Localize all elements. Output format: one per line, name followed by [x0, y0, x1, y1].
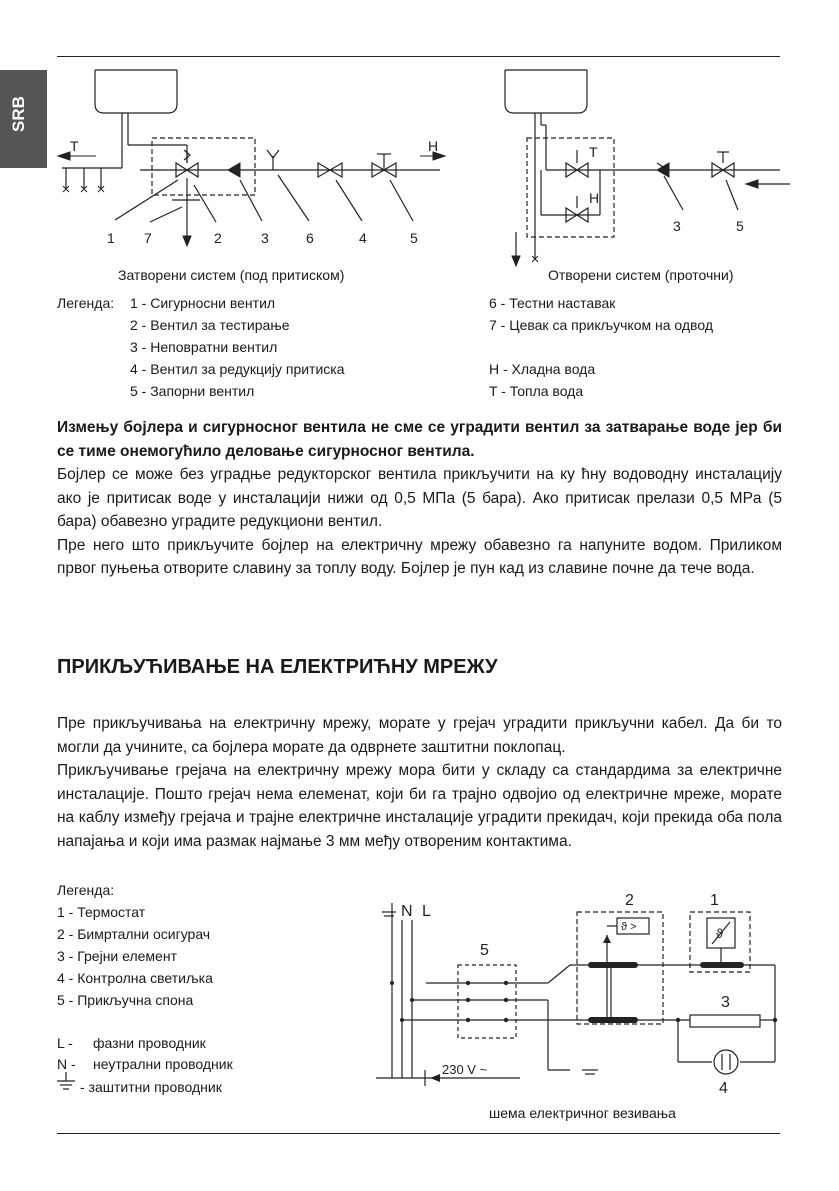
legend-top-item-4: 4 - Вентил за редукцију притиска: [130, 361, 345, 377]
voltage-label: 230 V ~: [442, 1062, 488, 1077]
open-system-caption: Отворени систем (проточни): [548, 267, 734, 283]
wiring-label-4: 4: [719, 1080, 728, 1097]
safety-warning: Измењу бојлера и сигурносног вентила не сме се уградити вентил за затварање воде јер би се тиме онемогућило деловање сигурносног вентила.: [57, 419, 782, 460]
label-6: 6: [306, 230, 314, 246]
label-7: 7: [144, 230, 152, 246]
thermostat-symbol: ϑ: [716, 926, 724, 941]
legend-top-item-1: 1 - Сигурносни вентил: [130, 295, 276, 311]
legend-top-item-7: 7 - Цевак са прикључком на одвод: [489, 317, 713, 333]
filling-paragraph: Пре него што прикључите бојлер на електричну мрежу обавезно га напуните водом. Приликом првог пуњења отворите славину за топлу воду. Бојлер је пун кад из славине почне да тече вода.: [57, 536, 782, 577]
conductor-l-symbol: L -: [57, 1035, 73, 1051]
section-heading: ПРИКЉУЋИВАЊЕ НА ЕЛЕКТРИЋНУ МРЕЖУ: [57, 656, 498, 678]
legend-bottom-title: Легенда:: [57, 882, 115, 898]
legend-top-item-t: T - Топла вода: [489, 383, 584, 399]
bimetal-symbol: ϑ >: [621, 921, 637, 933]
conductor-n-symbol: N -: [57, 1056, 76, 1072]
legend-top-item-3: 3 - Неповратни вентил: [130, 339, 278, 355]
legend-top-item-h: H - Хладна вода: [489, 361, 596, 377]
language-tab-label: SRB: [9, 96, 28, 132]
label-4: 4: [359, 230, 367, 246]
legend-bottom-item-1: 1 - Термостат: [57, 904, 146, 920]
conductor-pe-text: - заштитни проводник: [80, 1079, 222, 1095]
legend-top-title: Легенда:: [57, 295, 115, 311]
wiring-label-2: 2: [625, 892, 634, 909]
wiring-label-3: 3: [721, 994, 730, 1011]
label-t-open: T: [589, 144, 598, 160]
label-h-closed: H: [428, 138, 439, 154]
label-h-open: H: [589, 190, 600, 206]
label-5: 5: [410, 230, 418, 246]
closed-system-caption: Затворени систем (под притиском): [118, 267, 345, 283]
wiring-label-1: 1: [710, 892, 719, 909]
wiring-label-5: 5: [480, 942, 489, 959]
label-3-open: 3: [673, 218, 681, 234]
legend-top-item-6: 6 - Тестни наставак: [489, 295, 616, 311]
conductor-l-text: фазни проводник: [93, 1035, 206, 1051]
wiring-l-label: L: [422, 903, 431, 920]
legend-top-item-5: 5 - Запорни вентил: [130, 383, 255, 399]
label-5-open: 5: [736, 218, 744, 234]
legend-bottom-item-2: 2 - Бимртални осигурач: [57, 926, 211, 942]
pressure-paragraph: Бојлер се може без уградње редукторског вентила прикључити на ку ћну водоводну инсталацију ако је притисак воде у инсталацији нижи од 0,5 МПа (5 бара). Ако притисак прелази 0,5 MPa (5 бара) обавезно уградите редукциони вентил.: [57, 466, 782, 530]
standards-paragraph: Прикључивање грејача на електричну мрежу мора бити у складу са стандардима за електричне инсталације. Пошто грејач нема елеменат, који би га трајно одвојио од електричне мреже, морате на каблу између грејача и трајне електричне инсталације уградити прекидач, који прекида оба пола напајања и који има размак најмање 3 мм међу отвореним контактима.: [57, 762, 782, 850]
label-3: 3: [261, 230, 269, 246]
label-t-closed: T: [70, 138, 79, 154]
cable-paragraph: Пре прикључивања на електричну мрежу, морате у грејач уградити прикључни кабел. Да би то могли да учините, са бојлера морате да одврнете заштитни поклопац.: [57, 715, 782, 756]
conductor-n-text: неутрални проводник: [93, 1056, 233, 1072]
legend-bottom-item-4: 4 - Контролна светиљка: [57, 970, 213, 986]
wiring-caption: шема електричног везивања: [489, 1105, 676, 1121]
legend-top-item-2: 2 - Вентил за тестирање: [130, 317, 290, 333]
label-1: 1: [107, 230, 115, 246]
legend-bottom-item-5: 5 - Прикључна спона: [57, 992, 194, 1008]
legend-bottom-item-3: 3 - Грејни елемент: [57, 948, 177, 964]
label-2: 2: [214, 230, 222, 246]
wiring-n-label: N: [401, 903, 413, 920]
